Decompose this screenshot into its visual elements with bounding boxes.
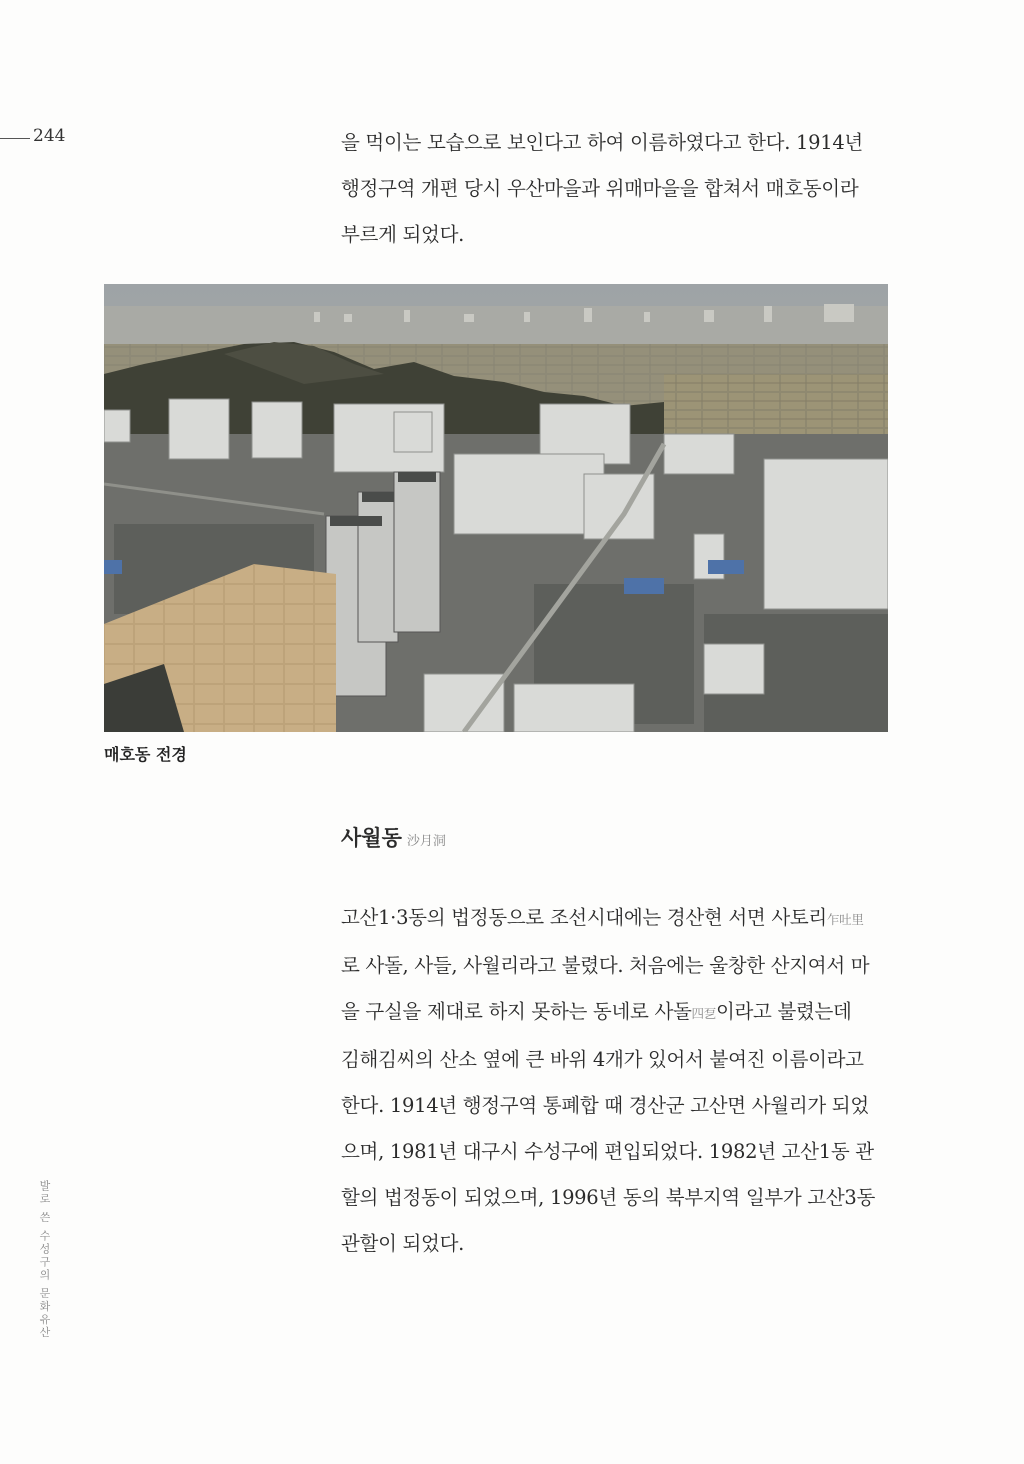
intro-line: 부르게 되었다. bbox=[341, 223, 465, 246]
inline-hanja: 四乭 bbox=[691, 1006, 716, 1021]
body-line: 으며, 1981년 대구시 수성구에 편입되었다. 1982년 고산1동 관 bbox=[341, 1140, 874, 1163]
body-line: 김해김씨의 산소 옆에 큰 바위 4개가 있어서 붙여진 이름이라고 bbox=[341, 1048, 864, 1071]
body-line: 한다. 1914년 행정구역 통폐합 때 경산군 고산면 사월리가 되었 bbox=[341, 1094, 869, 1117]
section-title bbox=[341, 822, 446, 852]
section-title-text: 사월동 bbox=[341, 825, 402, 850]
book-side-title: 발로 쓴 수성구의 문화유산 bbox=[38, 1180, 51, 1340]
body-line: 고산1·3동의 법정동으로 조선시대에는 경산현 서면 사토리乍吐里 bbox=[341, 906, 864, 929]
page-number: 244 bbox=[33, 126, 66, 146]
inline-hanja: 乍吐里 bbox=[826, 912, 864, 927]
body-line: 을 구실을 제대로 하지 못하는 동네로 사돌四乭이라고 불렸는데 bbox=[341, 1000, 852, 1023]
page-number-rule bbox=[0, 138, 30, 139]
intro-line: 행정구역 개편 당시 우산마을과 위매마을을 합쳐서 매호동이라 bbox=[341, 177, 859, 200]
section-title-hanja: 沙月洞 bbox=[406, 834, 446, 849]
body-line: 로 사돌, 사들, 사월리라고 불렸다. 처음에는 울창한 산지여서 마 bbox=[341, 954, 870, 977]
aerial-city-photo bbox=[104, 284, 888, 732]
intro-line: 을 먹이는 모습으로 보인다고 하여 이름하였다고 한다. 1914년 bbox=[341, 131, 863, 154]
intro-paragraph bbox=[341, 120, 889, 258]
body-line: 할의 법정동이 되었으며, 1996년 동의 북부지역 일부가 고산3동 bbox=[341, 1186, 876, 1209]
body-paragraph bbox=[341, 895, 889, 1267]
photo-caption: 매호동 전경 bbox=[104, 745, 187, 764]
body-line: 관할이 되었다. bbox=[341, 1232, 465, 1255]
